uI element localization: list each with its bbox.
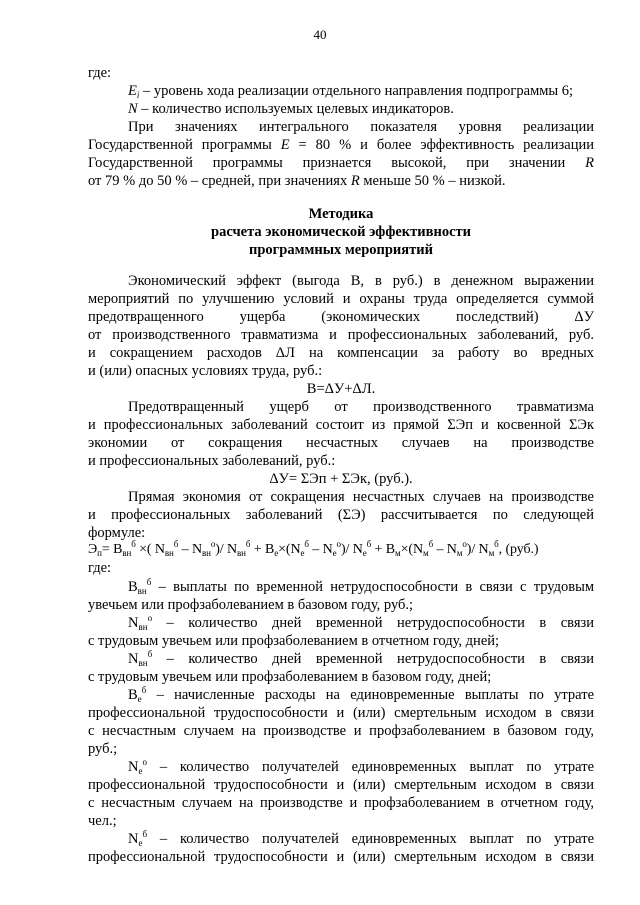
text-line: профессиональной трудоспособности и (или) смертельным исходом в связи — [88, 777, 594, 793]
text-line: где: — [88, 560, 112, 576]
text-line: от производственного травматизма и профессиональных заболеваний, руб. — [88, 327, 594, 343]
text-line: и (или) опасных условиях труда, руб.: — [88, 363, 323, 379]
formula-delta-u: ΔУ= ΣЭп + ΣЭк, (руб.). — [269, 471, 413, 487]
section-heading: Методика — [308, 206, 374, 222]
text-line: с несчастным случаем на производстве и профзаболеванием в базовом году, — [88, 723, 594, 739]
text-line: формуле: — [88, 525, 146, 541]
text-line: При значениях интегрального показателя уровня реализации — [128, 119, 594, 135]
text-line: и профессиональных заболеваний состоит из прямой ΣЭп и косвенной ΣЭк — [88, 417, 594, 433]
page-number: 40 — [313, 27, 327, 42]
definition-n-e-o: $N_е^о$ – количество получателей единовременных выплат по утрате — [128, 757, 594, 776]
definition-n-e-b: $N_е^б$ – количество получателей единовременных выплат по утрате — [128, 829, 594, 848]
text-line: Государственной программы E = 80 % и более эффективность реализации — [88, 137, 594, 153]
text-line: экономии от сокращения несчастных случаев на производстве — [88, 435, 594, 451]
definition-e-i: $E_i$ – уровень хода реализации отдельного направления подпрограммы 6; — [128, 83, 574, 100]
text-line: с трудовым увечьем или профзаболеванием в отчетном году, дней; — [88, 633, 500, 649]
text-line: Прямая экономия от сокращения несчастных случаев на производстве — [128, 489, 594, 505]
text-line: предотвращенного ущерба (экономических последствий) ΔУ — [88, 309, 594, 325]
text-line: профессиональной трудоспособности и (или) смертельным исходом в связи — [88, 849, 594, 865]
text-line: где: — [88, 65, 112, 81]
definition-v-e: $В_е^б$ – начисленные расходы на единовременные выплаты по утрате — [128, 685, 594, 704]
definition-v-vn: $В_{вн}^б$ – выплаты по временной нетрудоспособности в связи с трудовым — [128, 577, 594, 596]
text-line: от 79 % до 50 % – средней, при значениях R меньше 50 % – низкой. — [88, 173, 506, 189]
definition-n-vn-b: $N_{вн}^б$ – количество дней временной нетрудоспособности в связи — [128, 649, 594, 668]
formula-direct-savings: $Э_п= В_{вн}^б$ ×( $N_{вн}^б - N_{вн}^о)/$ $N_{вн}^б + В_е\times(N_е^б - N_е^о)/$ $N_е^б + В_м\times(N_м^б - N_м^о)/$ $N_м^б$, (руб.) — [88, 539, 539, 558]
definition-n: N – количество используемых целевых индикаторов. — [128, 101, 454, 117]
section-heading: расчета экономической эффективности — [211, 224, 471, 240]
text-line: мероприятий по улучшению условий и охраны труда определяется суммой — [88, 291, 594, 307]
text-line: и профессиональных заболеваний (ΣЭ) рассчитывается по следующей — [88, 507, 594, 523]
definition-n-vn-o: $N_{вн}^о$ – количество дней временной нетрудоспособности в связи — [128, 613, 594, 632]
text-line: увечьем или профзаболеванием в базовом году, руб.; — [88, 597, 414, 613]
text-line: с трудовым увечьем или профзаболеванием в базовом году, дней; — [88, 669, 492, 685]
text-line: руб.; — [88, 741, 118, 757]
section-heading: программных мероприятий — [249, 242, 433, 258]
text-line: и профессиональных заболеваний, руб.: — [88, 453, 336, 469]
text-line: профессиональной трудоспособности и (или) смертельным исходом в связи — [88, 705, 594, 721]
text-line: Предотвращенный ущерб от производственного травматизма — [128, 399, 594, 415]
text-line: Государственной программы признается высокой, при значении R — [88, 155, 594, 171]
text-line: и сокращением расходов ΔЛ на компенсации за работу во вредных — [88, 345, 594, 361]
text-line: чел.; — [88, 813, 117, 829]
text-line: Экономический эффект (выгода В, в руб.) в денежном выражении — [128, 273, 594, 289]
text-line: с несчастным случаем на производстве и профзаболеванием в отчетном году, — [88, 795, 594, 811]
formula-b: В=ΔУ+ΔЛ. — [306, 381, 376, 397]
